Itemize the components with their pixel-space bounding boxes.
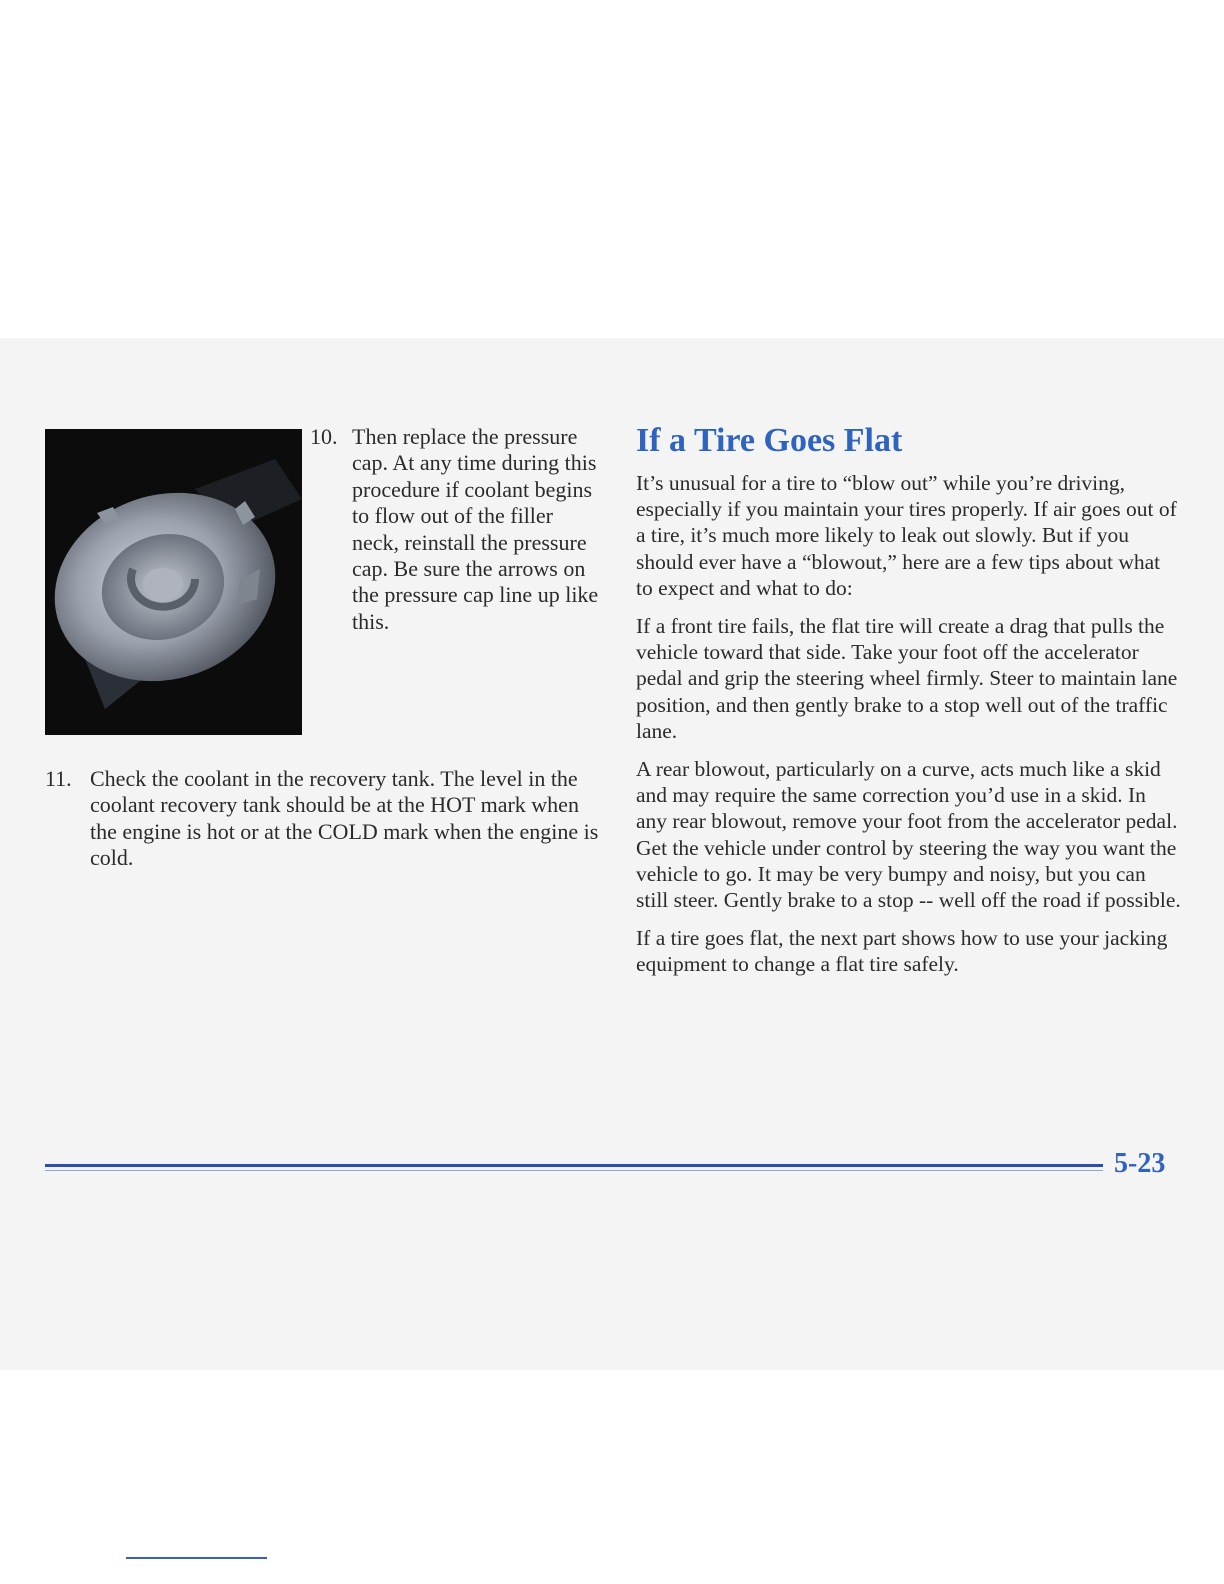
pressure-cap-illustration: [45, 429, 302, 735]
step-number: 10.: [310, 424, 338, 449]
paragraph: If a front tire fails, the flat tire will create a drag that pulls the vehicle toward that side. Take your foot off the accelerator pedal and grip the steering wheel firmly. Steer to maintain lane position, and then gently brake to a stop well out of the traffic lane.: [636, 614, 1178, 743]
section-body: [636, 470, 1181, 990]
pressure-cap-photo: [45, 429, 302, 735]
step-number: 11.: [45, 766, 72, 791]
step-10: [310, 424, 600, 635]
footer-rule-thin: [45, 1170, 1103, 1171]
paragraph: It’s unusual for a tire to “blow out” while you’re driving, especially if you maintain your tires properly. If air goes out of a tire, it’s much more likely to leak out slowly. But if you should ever have a “blowout,” here are a few tips about what to expect and what to do:: [636, 471, 1177, 600]
step-text: Then replace the pressure cap. At any time during this procedure if coolant begins to flow out of the filler neck, reinstall the pressure cap. Be sure the arrows on the pressure cap line up like this.: [352, 424, 599, 634]
paragraph: If a tire goes flat, the next part shows how to use your jacking equipment to change a flat tire safely.: [636, 926, 1168, 977]
step-text: Check the coolant in the recovery tank. The level in the coolant recovery tank should be at the HOT mark when the engine is hot or at the COLD mark when the engine is cold.: [90, 766, 599, 871]
footer-rule: [45, 1164, 1103, 1167]
paragraph: A rear blowout, particularly on a curve, acts much like a skid and may require the same correction you’d use in a skid. In any rear blowout, remove your foot from the accelerator pedal. Get the vehicle under control by steering the way you want the vehicle to go. It may be very bumpy and noisy, but you can still steer. Gently brake to a stop -- well off the road if possible.: [636, 757, 1181, 913]
bottom-mark: [126, 1557, 267, 1559]
step-11: [45, 766, 605, 872]
section-heading: If a Tire Goes Flat: [636, 422, 903, 459]
page-number: 5-23: [1114, 1148, 1166, 1179]
